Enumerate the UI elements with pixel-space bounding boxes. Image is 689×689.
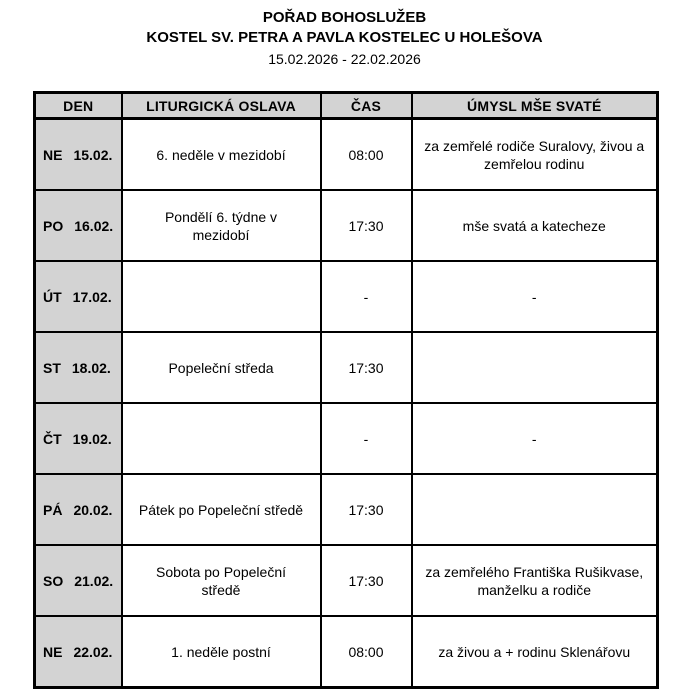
day-date: 17.02. [72,288,112,305]
day-label [43,217,121,235]
table-row [35,474,658,545]
day-date: 22.02. [73,643,113,660]
day-date: 21.02. [74,572,114,589]
time-cell: 08:00 [321,119,412,191]
day-abbrev: SO [43,572,64,589]
day-abbrev: ÚT [43,288,62,305]
table-header-row [35,93,658,119]
celebration-cell: Pondělí 6. týdne v mezidobí [122,190,321,261]
day-date: 15.02. [73,146,113,163]
time-cell: 08:00 [321,616,412,688]
day-abbrev: ST [43,359,61,376]
day-date: 20.02. [73,501,113,518]
time-cell: 17:30 [321,545,412,616]
col-header-time: ČAS [321,93,412,119]
time-cell: - [321,261,412,332]
intention-cell: za zemřelého Františka Rušikvase, manželku a rodiče [412,545,658,616]
day-label [43,146,121,164]
day-label [43,501,121,519]
celebration-cell [122,403,321,474]
day-date: 18.02. [71,359,111,376]
col-header-celebration: LITURGICKÁ OSLAVA [122,93,321,119]
page-subtitle: KOSTEL SV. PETRA A PAVLA KOSTELEC U HOLEŠOVA [146,29,543,46]
col-header-day: DEN [35,93,122,119]
intention-cell: - [412,403,658,474]
time-cell: 17:30 [321,332,412,403]
day-cell [35,119,122,191]
intention-cell: - [412,261,658,332]
day-abbrev: ČT [43,430,62,447]
document-header [0,0,689,70]
time-cell: - [321,403,412,474]
time-cell: 17:30 [321,474,412,545]
intention-cell: mše svatá a katecheze [412,190,658,261]
celebration-cell: Pátek po Popeleční středě [122,474,321,545]
celebration-cell: Sobota po Popeleční středě [122,545,321,616]
schedule-table [33,91,659,689]
day-cell [35,403,122,474]
day-date: 16.02. [74,217,114,234]
col-header-intention: ÚMYSL MŠE SVATÉ [412,93,658,119]
day-abbrev: NE [43,146,63,163]
intention-cell: za živou a + rodinu Sklenářovu [412,616,658,688]
day-abbrev: PO [43,217,64,234]
day-label [43,359,121,377]
table-row [35,403,658,474]
day-date: 19.02. [72,430,112,447]
day-label [43,430,121,448]
table-row [35,332,658,403]
day-cell [35,545,122,616]
intention-cell: za zemřelé rodiče Suralovy, živou a zemřelou rodinu [412,119,658,191]
intention-cell [412,474,658,545]
table-row [35,545,658,616]
day-label [43,288,121,306]
table-row [35,261,658,332]
day-label [43,572,121,590]
day-cell [35,616,122,688]
celebration-cell [122,261,321,332]
celebration-cell: Popeleční středa [122,332,321,403]
day-abbrev: PÁ [43,501,63,518]
table-row [35,616,658,688]
time-cell: 17:30 [321,190,412,261]
day-cell [35,190,122,261]
day-cell [35,332,122,403]
table-row [35,190,658,261]
page-title: POŘAD BOHOSLUŽEB [262,9,427,26]
date-range: 15.02.2026 - 22.02.2026 [268,51,421,67]
table-row [35,119,658,191]
intention-cell [412,332,658,403]
day-cell [35,261,122,332]
celebration-cell: 6. neděle v mezidobí [122,119,321,191]
day-abbrev: NE [43,643,63,660]
day-cell [35,474,122,545]
day-label [43,643,121,661]
celebration-cell: 1. neděle postní [122,616,321,688]
